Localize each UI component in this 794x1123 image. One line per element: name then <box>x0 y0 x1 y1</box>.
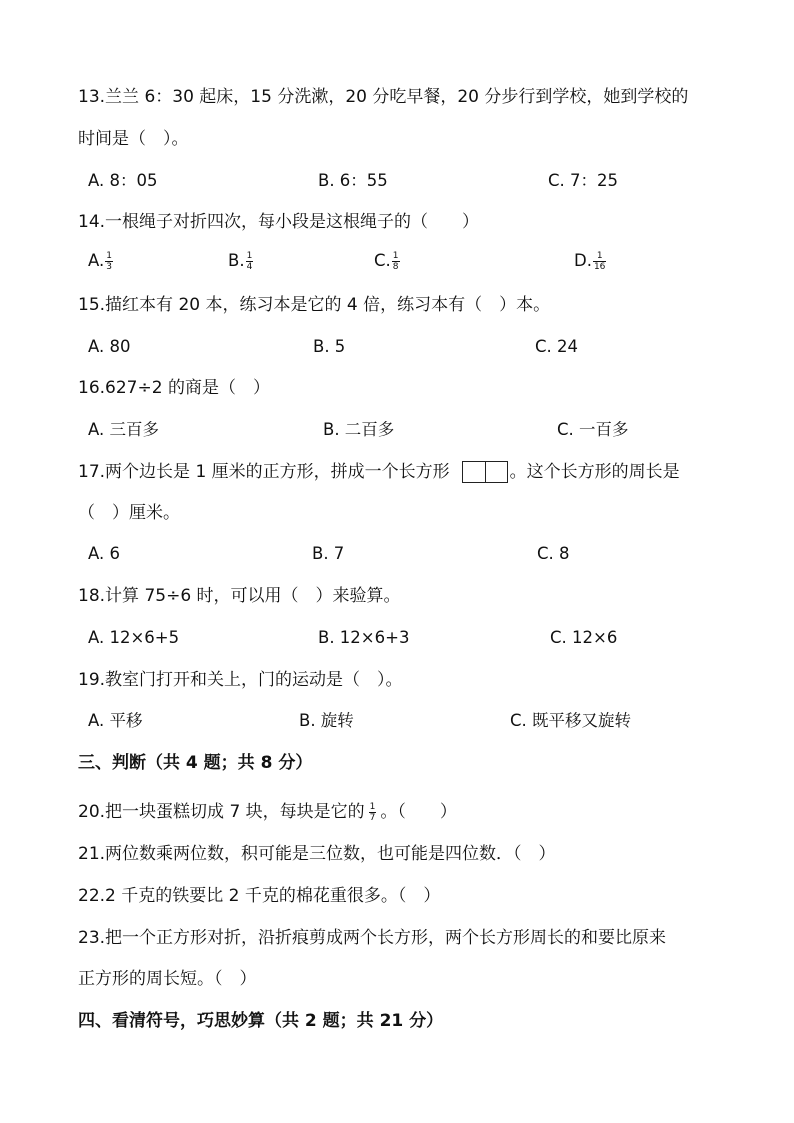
fraction-denominator: 7 <box>369 812 376 823</box>
q17-option-c: C. 8 <box>537 544 570 563</box>
q14-option-b-label: B. <box>228 251 245 270</box>
q18-option-c: C. 12×6 <box>550 628 618 647</box>
q17-option-a: A. 6 <box>88 544 120 563</box>
fraction <box>246 251 254 272</box>
section-3-heading: 三、判断（共 4 题；共 8 分） <box>78 753 313 773</box>
q15-option-c: C. 24 <box>535 337 579 356</box>
q17-text-end: 。这个长方形的周长是 <box>509 462 680 482</box>
fraction-denominator: 16 <box>593 262 606 272</box>
q14-option-c <box>374 250 400 272</box>
q16-option-a: A. 三百多 <box>88 420 159 439</box>
q17-line1 <box>78 461 680 483</box>
q23-line2: 正方形的周长短。（ ） <box>78 969 257 989</box>
q19-text: 19.教室门打开和关上，门的运动是（ ）。 <box>78 670 403 690</box>
fraction-numerator: 1 <box>369 801 376 812</box>
q14-text: 14.一根绳子对折四次，每小段是这根绳子的（ ） <box>78 212 480 232</box>
q13-line2: 时间是（ ）。 <box>78 129 189 149</box>
q16-option-c: C. 一百多 <box>557 420 629 439</box>
fraction <box>593 251 606 272</box>
fraction <box>369 802 377 823</box>
fraction-denominator: 8 <box>392 262 399 272</box>
q14-option-b <box>228 250 253 272</box>
q17-option-b: B. 7 <box>312 544 345 563</box>
q13-option-a: A. 8：05 <box>88 171 158 190</box>
q23-line1: 23.把一个正方形对折，沿折痕剪成两个长方形，两个长方形周长的和要比原来 <box>78 928 667 948</box>
fraction-numerator: 1 <box>246 251 253 261</box>
q20-text-start: 20.把一块蛋糕切成 7 块，每块是它的 <box>78 802 365 822</box>
rectangle-figure <box>462 461 508 483</box>
q14-option-a-label: A. <box>88 251 105 270</box>
q18-text: 18.计算 75÷6 时，可以用（ ）来验算。 <box>78 586 401 606</box>
section-4-heading: 四、看清符号，巧思妙算（共 2 题；共 21 分） <box>78 1011 444 1031</box>
q14-option-d <box>574 250 606 272</box>
fraction-numerator: 1 <box>593 251 606 262</box>
q22-text: 22.2 千克的铁要比 2 千克的棉花重很多。（ ） <box>78 886 441 906</box>
q13-option-c: C. 7：25 <box>548 171 619 190</box>
q17-line2: （ ）厘米。 <box>78 503 180 523</box>
q16-option-b: B. 二百多 <box>323 420 395 439</box>
fraction-numerator: 1 <box>392 251 399 261</box>
q18-option-a: A. 12×6+5 <box>88 628 180 647</box>
rectangle-divider <box>485 462 486 482</box>
q14-option-d-label: D. <box>574 251 592 270</box>
q15-text: 15.描红本有 20 本，练习本是它的 4 倍，练习本有（ ）本。 <box>78 295 551 315</box>
fraction <box>105 251 113 272</box>
q19-option-c: C. 既平移又旋转 <box>510 711 632 730</box>
q16-text: 16.627÷2 的商是（ ） <box>78 378 270 398</box>
fraction-denominator: 3 <box>106 262 112 272</box>
q13-line1: 13.兰兰 6：30 起床，15 分洗漱，20 分吃早餐，20 分步行到学校，她到学校的 <box>78 87 689 107</box>
q13-option-b: B. 6：55 <box>318 171 388 190</box>
fraction-denominator: 4 <box>246 262 253 272</box>
q14-option-c-label: C. <box>374 251 391 270</box>
q15-option-b: B. 5 <box>313 337 346 356</box>
q17-text-start: 17.两个边长是 1 厘米的正方形，拼成一个长方形 <box>78 462 450 482</box>
q18-option-b: B. 12×6+3 <box>318 628 410 647</box>
q19-option-b: B. 旋转 <box>299 711 354 730</box>
fraction-numerator: 1 <box>106 251 112 261</box>
q20-text <box>78 801 457 823</box>
fraction <box>392 251 400 272</box>
q20-text-end: 。（ ） <box>380 802 457 822</box>
q19-option-a: A. 平移 <box>88 711 143 730</box>
q14-option-a <box>88 250 113 272</box>
q15-option-a: A. 80 <box>88 337 131 356</box>
q21-text: 21.两位数乘两位数，积可能是三位数，也可能是四位数．（ ） <box>78 844 556 864</box>
